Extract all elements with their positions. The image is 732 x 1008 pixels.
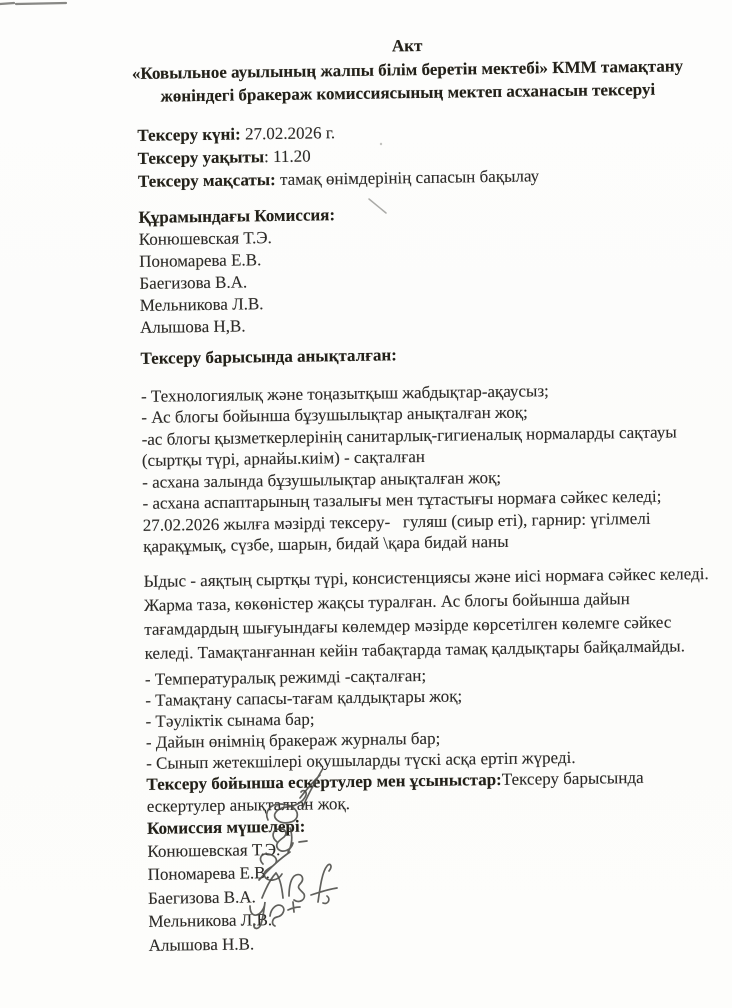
inspection-time-label: Тексеру уақыты xyxy=(137,146,265,168)
scan-artifact-top-edge xyxy=(0,3,66,4)
finding-item: -ас блогы қызметкерлерінің санитарлық-гигиеналық нормаларды сақтауы (сыртқы түрі, арнайы.киім) - сақталған xyxy=(141,421,677,470)
remarks-label: Тексеру бойынша ескертулер мен ұсыныстар: xyxy=(146,769,502,794)
signature-member: Мельникова Л.В. xyxy=(148,910,273,931)
finding-item: - Технологиялық және тоңазытқыш жабдықтар-ақаусыз; xyxy=(140,380,549,406)
check-item: - Тамақтану сапасы-тағам қалдықтары жоқ; xyxy=(145,685,463,710)
check-item: - Тәуліктік сынама бар; xyxy=(145,709,315,731)
check-item: - Температуралық режимді -сақталған; xyxy=(144,665,427,689)
checks-list xyxy=(145,660,712,773)
inspection-time-value: : 11.20 xyxy=(263,146,311,166)
commission-member: Баегизова В.А. xyxy=(139,271,248,293)
inspection-purpose-label: Тексеру мақсаты: xyxy=(137,169,276,191)
assessment-paragraph: Ыдыс - аяқтың сыртқы түрі, консистенциясы және иісі нормаға сәйкес келеді. Жарма таза, көкөністер жақсы туралған. Ас блогы бойынша дайын тағамдардың шығуындағы көлемдер мәзірде көрсетілген көлемге сәйкес келеді. Тамақтанғаннан кейін табақтарда тамақ қалдықтары байқалмайды. xyxy=(143,563,709,663)
inspection-purpose-value: тамақ өнімдерінің сапасын бақылау xyxy=(275,165,540,189)
commission-member: Мельникова Л.В. xyxy=(139,293,264,315)
signature-members-list xyxy=(147,831,715,956)
act-document xyxy=(131,30,715,957)
menu-check-line: 27.02.2026 жылға мәзірді тексеру- гуляш (сиыр еті), гарнир: үгілмелі қарақұмық, сүзбе, шарын, бидай \қара бидай наны xyxy=(142,508,655,556)
findings-list xyxy=(141,378,709,558)
commission-section xyxy=(138,199,706,339)
title-line-1: Акт xyxy=(391,35,423,56)
inspection-info xyxy=(137,116,704,193)
commission-member: Конюшевская Т.Э. xyxy=(138,227,272,249)
remarks-section xyxy=(146,765,713,817)
finding-item: - Ас блогы бойынша бұзушылықтар анықталған жоқ; xyxy=(141,402,528,427)
remarks-text: Тексеру барысында ескертулер анықталған жоқ. xyxy=(146,767,644,816)
title-line-2: «Ковыльное ауылының жалпы білім беретін мектебі» КММ тамақтану xyxy=(131,55,684,83)
signature-member: Пономарева Е.В. xyxy=(147,863,270,884)
inspection-date-value: 27.02.2026 г. xyxy=(240,122,336,143)
findings-heading: Тексеру барысында анықталған: xyxy=(140,344,397,368)
signature-member: Конюшевская Т.Э. xyxy=(147,839,281,861)
finding-item: - асхана залында бұзушылықтар анықталған жоқ; xyxy=(142,467,502,492)
finding-item: - асхана аспаптарының тазалығы мен тұтастығы нормаға сәйкес келеді; xyxy=(142,486,662,513)
signatures-heading: Комиссия мүшелері: xyxy=(146,816,306,838)
commission-heading: Құрамындағы Комиссия: xyxy=(138,204,336,227)
signature-member: Алышова Н.В. xyxy=(148,933,255,955)
signature-member: Баегизова В.А. xyxy=(147,886,256,908)
commission-member: Пономарева Е.В. xyxy=(139,249,262,271)
title-line-3: жөніндегі бракераж комиссиясының мектеп асханасын тексеруі xyxy=(160,79,656,106)
check-item: - Сынып жетекшілері оқушыларды түскі асқа ертіп жүреді. xyxy=(146,747,576,773)
check-item: - Дайын өнімнің бракераж журналы бар; xyxy=(145,728,441,752)
document-title xyxy=(104,30,711,109)
inspection-date-label: Тексеру күні: xyxy=(137,123,241,145)
commission-member: Алышова Н,В. xyxy=(139,315,246,337)
